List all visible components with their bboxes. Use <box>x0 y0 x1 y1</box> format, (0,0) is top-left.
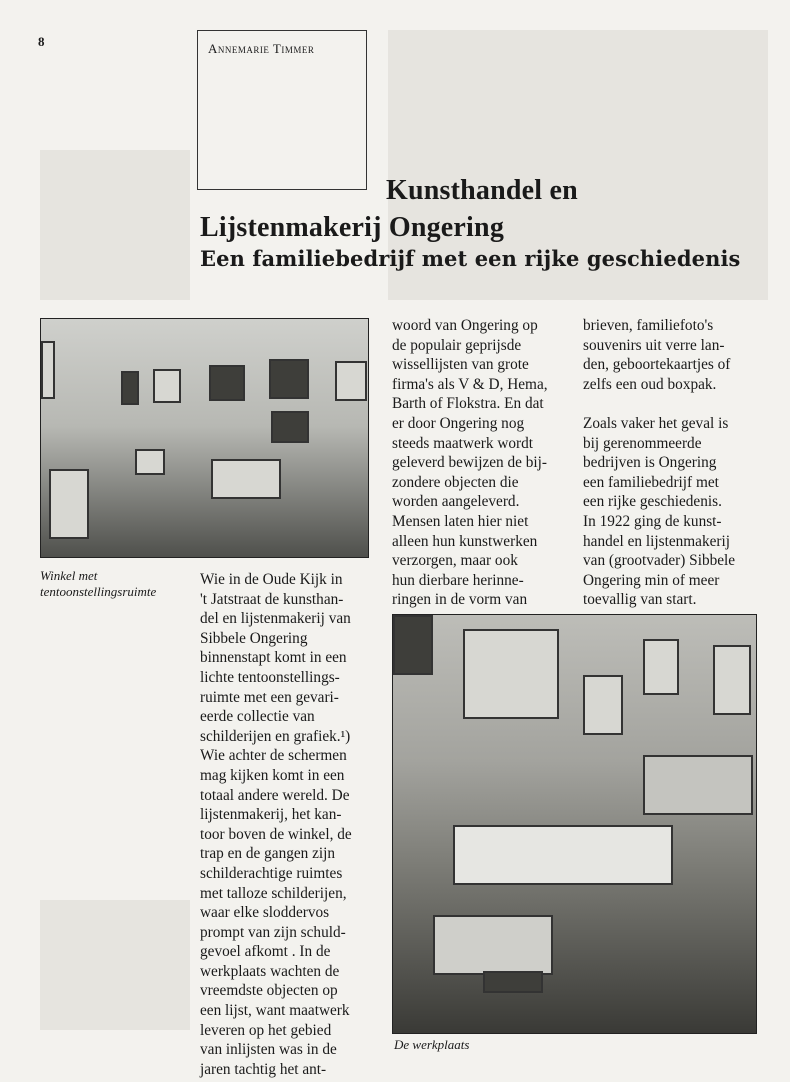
photo-frame <box>643 639 679 695</box>
author-name: Annemarie Timmer <box>208 41 315 56</box>
page-number: 8 <box>38 34 45 49</box>
body-text-column-1: Wie in de Oude Kijk in 't Jatstraat de kunsthan- del en lijstenmakerij van Sibbele Ongering binnenstapt komt in een lichte tentoonstellings- ruimte met een gevari- eerde collectie van schilderijen en grafiek.¹) Wie achter de schermen mag kijken komt in een totaal andere wereld. De lijstenmakerij, het kan- toor boven de winkel, de trap en de gangen zijn schilderachtige ruimtes met talloze schilderijen, waar elke sloddervos prompt van zijn schuld- gevoel afkomt . In de werkplaats wachten de vreemdste objecten op een lijst, want maatwerk leveren op het gebied van inlijsten was in de jaren tachtig het ant- <box>200 571 352 1078</box>
workshop-photo-caption: De werkplaats <box>394 1037 470 1052</box>
photo-frame <box>453 825 673 885</box>
photo-frame <box>271 411 309 443</box>
author-box <box>197 30 367 190</box>
photo-frame <box>153 369 181 403</box>
photo-frame <box>393 615 433 675</box>
photo-frame <box>463 629 559 719</box>
photo-frame <box>713 645 751 715</box>
photo-frame <box>209 365 245 401</box>
body-text-column-3: brieven, familiefoto's souvenirs uit verre lan- den, geboortekaartjes of zelfs een oud boxpak. Zoals vaker het geval is bij gerenommeerde bedrijven is Ongering een familiebedrijf met een rijke geschiedenis. In 1922 ging de kunst- handel en lijstenmakerij van (grootvader) Sibbele Ongering min of meer toevallig van start. <box>583 317 736 609</box>
bleed-through-left <box>40 150 190 300</box>
photo-frame <box>49 469 89 539</box>
shop-photo <box>40 318 369 558</box>
shop-photo-caption: Winkel met tentoonstellingsruimte <box>40 568 157 599</box>
photo-frame <box>269 359 309 399</box>
photo-frame <box>121 371 139 405</box>
bleed-through-bottom-left <box>40 900 190 1030</box>
article-title <box>200 172 578 246</box>
title-line-2: Lijstenmakerij Ongering <box>200 212 505 243</box>
photo-frame <box>41 341 55 399</box>
photo-frame <box>335 361 367 401</box>
photo-frame <box>583 675 623 735</box>
photo-frame <box>211 459 281 499</box>
workshop-photo <box>392 614 757 1034</box>
photo-frame <box>643 755 753 815</box>
photo-frame <box>135 449 165 475</box>
article-subtitle: Een familiebedrijf met een rijke geschiedenis <box>200 246 741 271</box>
title-line-1: Kunsthandel en <box>386 175 578 206</box>
body-text-column-2: woord van Ongering op de populair geprijsde wissellijsten van grote firma's als V & D, Hema, Barth of Flokstra. En dat er door Ongering nog steeds maatwerk wordt geleverd bewijzen de bij- zondere objecten die worden aangeleverd. Mensen laten hier niet alleen hun kunstwerken verzorgen, maar ook hun dierbare herinne- ringen in de vorm van <box>392 317 548 609</box>
photo-frame <box>483 971 543 993</box>
photo-frame <box>433 915 553 975</box>
